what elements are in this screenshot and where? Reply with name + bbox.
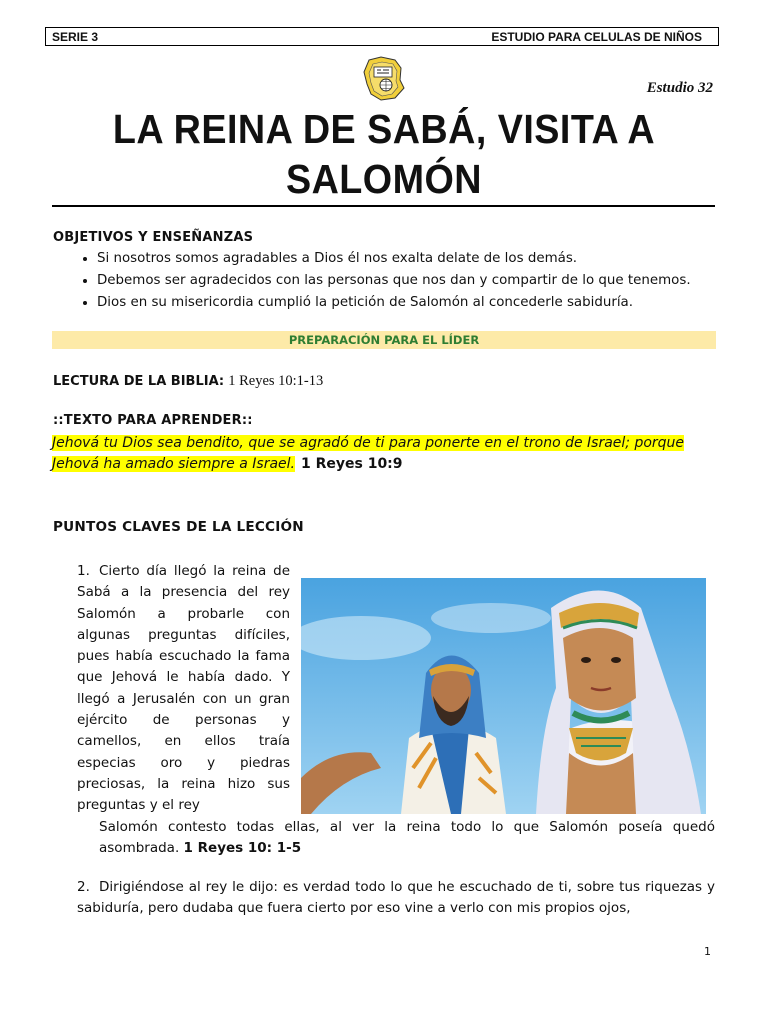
memory-verse-line-2: Jehová ha amado siempre a Israel. bbox=[52, 456, 295, 472]
memory-verse-line-1: Jehová tu Dios sea bendito, que se agradó de ti para ponerte en el trono de Israel; porque bbox=[52, 435, 685, 451]
memory-verse bbox=[52, 433, 722, 475]
page-title bbox=[77, 104, 692, 204]
key-point-1-continued bbox=[99, 817, 715, 860]
key-points-title: PUNTOS CLAVES DE LA LECCIÓN bbox=[53, 519, 304, 535]
objectives-list bbox=[73, 248, 691, 314]
key-point-1-text: Cierto día llegó la reina de Sabá a la presencia del rey Salomón a probarle con algunas preguntas difíciles, pues había escuchado la fama que Jehová le había dado. Y llegó a Jerusalén con un gran ejército de personas y camellos, en ellos traía especias oro y piedras preciosas, la reina hizo sus preguntas y el rey bbox=[77, 563, 290, 814]
title-line-2: SALOMÓN bbox=[285, 156, 482, 202]
memory-verse-ref: 1 Reyes 10:9 bbox=[300, 456, 403, 472]
objective-item: • Si nosotros somos agradables a Dios él nos exalta delate de los demás. bbox=[97, 248, 691, 270]
bible-reading bbox=[53, 373, 323, 390]
page-number: 1 bbox=[704, 945, 711, 958]
title-divider bbox=[52, 205, 715, 207]
series-label: SERIE 3 bbox=[52, 29, 99, 44]
bible-reading-ref: 1 Reyes 10:1-13 bbox=[228, 373, 324, 389]
objectives-label: OBJETIVOS Y ENSEÑANZAS bbox=[53, 230, 254, 245]
memory-verse-label: ::TEXTO PARA APRENDER:: bbox=[53, 413, 253, 428]
objective-item: • Debemos ser agradecidos con las personas que nos dan y compartir de lo que tenemos. bbox=[97, 270, 691, 292]
title-line-1: LA REINA DE SABÁ, VISITA A bbox=[112, 106, 656, 152]
header-bar bbox=[45, 27, 719, 46]
key-point-1-text-rest: Salomón contesto todas ellas, al ver la reina todo lo que Salomón poseía quedó asombrada. bbox=[99, 819, 715, 857]
key-point-2 bbox=[77, 877, 715, 920]
leader-prep-banner: PREPARACIÓN PARA EL LÍDER bbox=[52, 331, 716, 349]
key-point-1-number: 1. bbox=[77, 563, 90, 579]
key-point-2-text: Dirigiéndose al rey le dijo: es verdad todo lo que he escuchado de ti, sobre tus riquezas y sabiduría, pero dudaba que fuera cierto por eso vine a verlo con mis propios ojos, bbox=[77, 879, 715, 917]
illustration-queen-and-solomon bbox=[301, 578, 706, 814]
church-logo-icon bbox=[361, 54, 407, 102]
key-point-1-ref: 1 Reyes 10: 1-5 bbox=[183, 840, 302, 857]
key-point-2-number: 2. bbox=[77, 879, 90, 895]
objective-item: • Dios en su misericordia cumplió la petición de Salomón al concederle sabiduría. bbox=[97, 292, 691, 314]
study-number: Estudio 32 bbox=[646, 80, 713, 96]
bible-reading-label: LECTURA DE LA BIBLIA: bbox=[53, 374, 225, 389]
header-study-label: ESTUDIO PARA CELULAS DE NIÑOS bbox=[491, 29, 702, 44]
key-point-1 bbox=[77, 561, 290, 817]
